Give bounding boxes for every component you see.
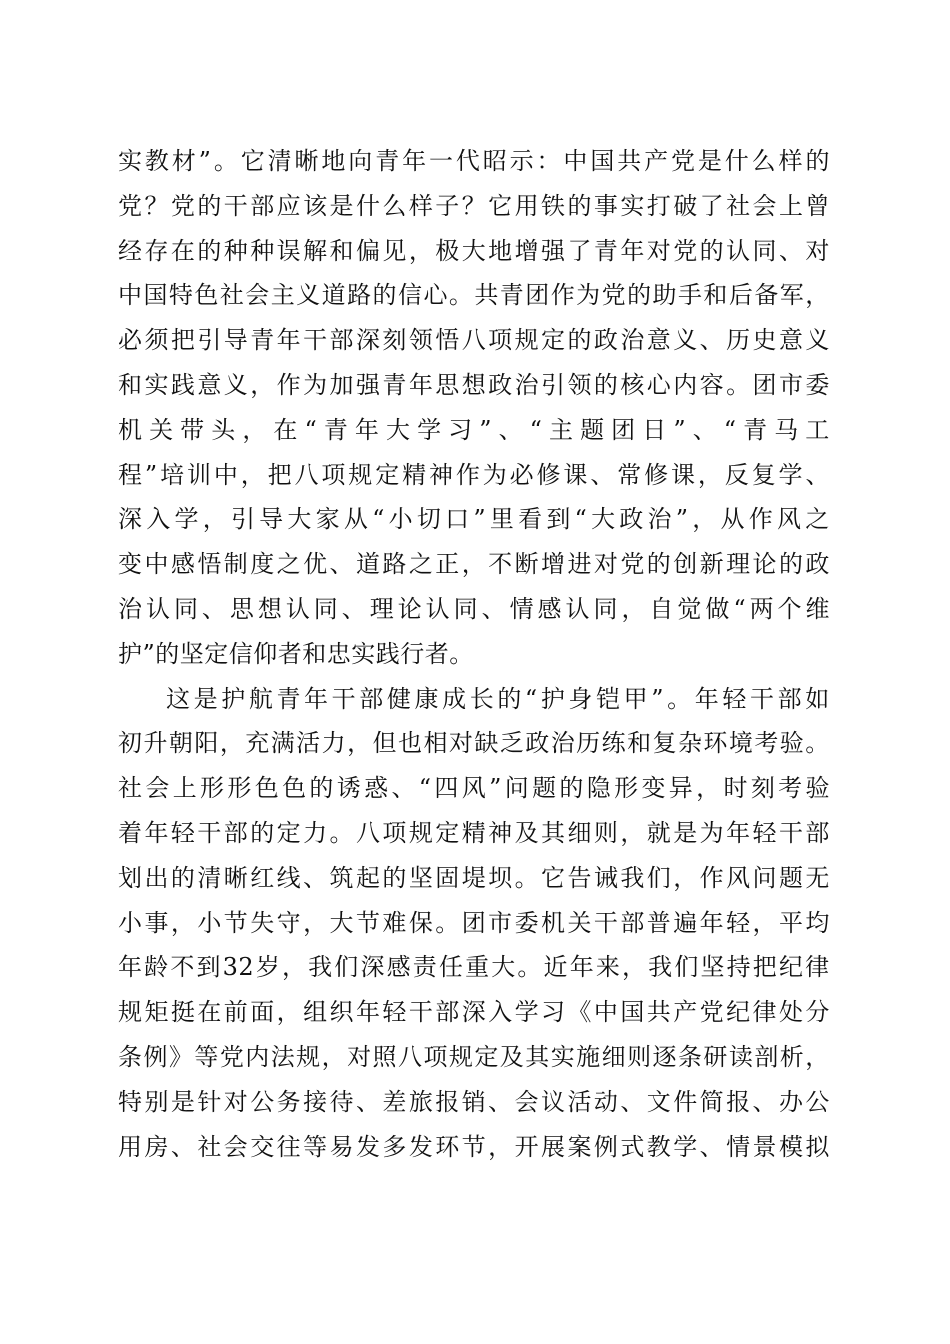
text-line: 年 龄 不 到 32 岁 ， 我 们 深 感 责 任 重 大 。 近 年 来 ， 我 们 坚 持 把 纪 律 — [118, 953, 830, 982]
text-line: 初 升 朝 阳 ， 充 满 活 力 ， 但 也 相 对 缺 乏 政 治 历 练 和 复 杂 环 境 考 验 。 — [118, 729, 830, 758]
text-line: 小 事 ， 小 节 失 守 ， 大 节 难 保 。 团 市 委 机 关 干 部 普 遍 年 轻 ， 平 均 — [118, 908, 830, 937]
text-line: 和 实 践 意 义 ， 作 为 加 强 青 年 思 想 政 治 引 领 的 核 心 内 容 。 团 市 委 — [118, 370, 830, 399]
text-line: 这 是 护 航 青 年 干 部 健 康 成 长 的 “ 护 身 铠 甲 ” 。 年 轻 干 部 如 — [166, 684, 830, 713]
text-line: 条 例 》 等 党 内 法 规 ， 对 照 八 项 规 定 及 其 实 施 细 则 逐 条 研 读 剖 析 ， — [118, 1042, 830, 1071]
text-line: 特 别 是 针 对 公 务 接 待 、 差 旅 报 销 、 会 议 活 动 、 文 件 简 报 、 办 公 — [118, 1087, 830, 1116]
text-line: 机 关 带 头 ， 在 “ 青 年 大 学 习 ” 、 “ 主 题 团 日 ” 、 “ 青 马 工 — [118, 415, 830, 444]
text-line: 程 ” 培 训 中 ， 把 八 项 规 定 精 神 作 为 必 修 课 、 常 修 课 ， 反 复 学 、 — [118, 460, 830, 489]
text-line: 社 会 上 形 形 色 色 的 诱 惑 、 “ 四 风 ” 问 题 的 隐 形 变 异 ， 时 刻 考 验 — [118, 774, 830, 803]
text-line: 划 出 的 清 晰 红 线 、 筑 起 的 坚 固 堤 坝 。 它 告 诫 我 们 ， 作 风 问 题 无 — [118, 863, 830, 892]
text-line: 经 存 在 的 种 种 误 解 和 偏 见 ， 极 大 地 增 强 了 青 年 对 党 的 认 同 、 对 — [118, 236, 830, 265]
paragraph — [118, 677, 830, 1170]
text-line: 护 ” 的 坚 定 信 仰 者 和 忠 实 践 行 者 。 — [118, 639, 474, 668]
text-line: 变 中 感 悟 制 度 之 优 、 道 路 之 正 ， 不 断 增 进 对 党 的 创 新 理 论 的 政 — [118, 550, 830, 579]
text-line: 规 矩 挺 在 前 面 ， 组 织 年 轻 干 部 深 入 学 习 《 中 国 共 产 党 纪 律 处 分 — [118, 998, 830, 1027]
text-line: 用 房 、 社 会 交 往 等 易 发 多 发 环 节 ， 开 展 案 例 式 教 学 、 情 景 模 拟 — [118, 1132, 830, 1161]
text-line: 治 认 同 、 思 想 认 同 、 理 论 认 同 、 情 感 认 同 ， 自 觉 做 “ 两 个 维 — [118, 594, 830, 623]
text-line: 必 须 把 引 导 青 年 干 部 深 刻 领 悟 八 项 规 定 的 政 治 意 义 、 历 史 意 义 — [118, 326, 830, 355]
text-line: 着 年 轻 干 部 的 定 力 。 八 项 规 定 精 神 及 其 细 则 ， 就 是 为 年 轻 干 部 — [118, 818, 830, 847]
text-line: 中 国 特 色 社 会 主 义 道 路 的 信 心 。 共 青 团 作 为 党 的 助 手 和 后 备 军 ， — [118, 281, 830, 310]
text-line: 深 入 学 ， 引 导 大 家 从 “ 小 切 口 ” 里 看 到 “ 大 政 治 ” ， 从 作 风 之 — [118, 505, 830, 534]
paragraph — [118, 139, 830, 677]
text-line: 党 ？ 党 的 干 部 应 该 是 什 么 样 子 ？ 它 用 铁 的 事 实 打 破 了 社 会 上 曾 — [118, 191, 830, 220]
body-text — [118, 139, 830, 1169]
text-line: 实 教 材 ” 。 它 清 晰 地 向 青 年 一 代 昭 示 ： 中 国 共 产 党 是 什 么 样 的 — [118, 147, 830, 175]
